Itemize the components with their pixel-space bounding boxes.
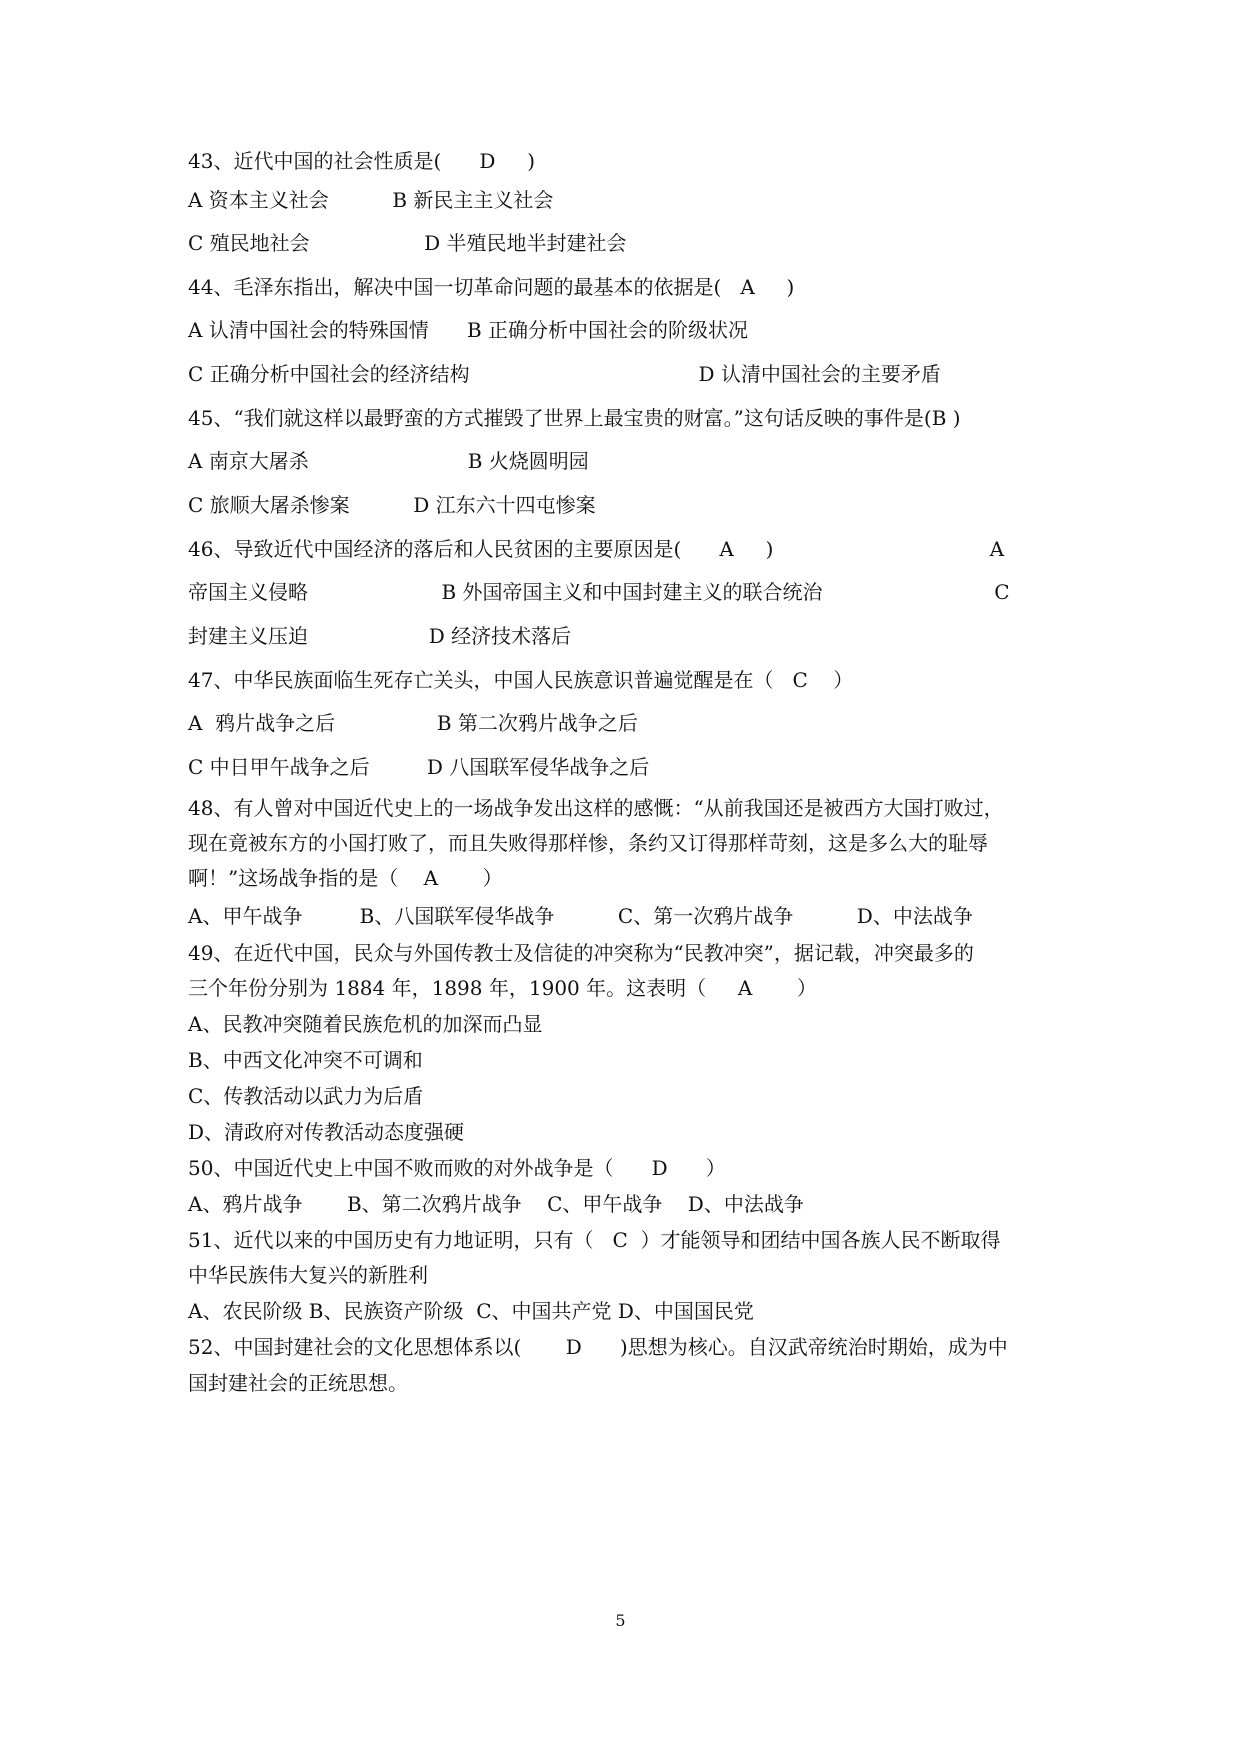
text-line: 47、中华民族面临生死存亡关头，中国人民族意识普遍觉醒是在（ C ） (188, 668, 854, 692)
text-line: B、中西文化冲突不可调和 (188, 1048, 423, 1072)
text-line: 封建主义压迫 D 经济技术落后 (188, 624, 572, 648)
text-line: C 旅顺大屠杀惨案 D 江东六十四屯惨案 (188, 493, 596, 517)
page-number: 5 (615, 1611, 626, 1630)
text-line: 43、近代中国的社会性质是( D ) (188, 149, 536, 173)
text-line: A、民教冲突随着民族危机的加深而凸显 (188, 1012, 543, 1036)
text-line: 现在竟被东方的小国打败了，而且失败得那样惨，条约又订得那样苛刻，这是多么大的耻辱 (188, 831, 988, 855)
text-line: A 认清中国社会的特殊国情 B 正确分析中国社会的阶级状况 (188, 318, 748, 342)
text-line: A、甲午战争 B、八国联军侵华战争 C、第一次鸦片战争 D、中法战争 (188, 904, 973, 928)
text-line: 国封建社会的正统思想。 (188, 1371, 408, 1395)
text-line: 三个年份分别为 1884 年，1898 年，1900 年。这表明（ A ） (188, 976, 817, 1000)
text-line: A 鸦片战争之后 B 第二次鸦片战争之后 (188, 711, 638, 735)
text-line: 48、有人曾对中国近代史上的一场战争发出这样的感慨：“从前我国还是被西方大国打败过， (188, 796, 1004, 820)
text-line: 帝国主义侵略 B 外国帝国主义和中国封建主义的联合统治 C (188, 580, 1010, 604)
text-line: 46、导致近代中国经济的落后和人民贫困的主要原因是( A ) A (188, 537, 1005, 561)
text-line: A 资本主义社会 B 新民主主义社会 (188, 188, 554, 212)
text-line: C 殖民地社会 D 半殖民地半封建社会 (188, 231, 627, 255)
text-line: 44、毛泽东指出，解决中国一切革命问题的最基本的依据是( A ) (188, 275, 795, 299)
text-line: C、传教活动以武力为后盾 (188, 1084, 424, 1108)
text-line: C 中日甲午战争之后 D 八国联军侵华战争之后 (188, 755, 650, 779)
text-line: 52、中国封建社会的文化思想体系以( D )思想为核心。自汉武帝统治时期始，成为中 (188, 1335, 1008, 1359)
text-line: 45、“我们就这样以最野蛮的方式摧毁了世界上最宝贵的财富。”这句话反映的事件是(B ) (188, 406, 961, 430)
text-line: 啊！”这场战争指的是（ A ） (188, 866, 503, 890)
text-line: 49、在近代中国，民众与外国传教士及信徒的冲突称为“民教冲突”，据记载，冲突最多的 (188, 941, 974, 965)
text-line: 51、近代以来的中国历史有力地证明，只有（ C ）才能领导和团结中国各族人民不断取得 (188, 1228, 1001, 1252)
text-line: C 正确分析中国社会的经济结构 D 认清中国社会的主要矛盾 (188, 362, 941, 386)
text-line: 中华民族伟大复兴的新胜利 (188, 1263, 428, 1287)
text-line: D、清政府对传教活动态度强硬 (188, 1120, 465, 1144)
text-line: A、鸦片战争 B、第二次鸦片战争 C、甲午战争 D、中法战争 (188, 1192, 804, 1216)
text-line: A 南京大屠杀 B 火烧圆明园 (188, 449, 589, 473)
text-line: 50、中国近代史上中国不败而败的对外战争是（ D ） (188, 1156, 726, 1180)
text-line: A、农民阶级 B、民族资产阶级 C、中国共产党 D、中国国民党 (188, 1299, 754, 1323)
